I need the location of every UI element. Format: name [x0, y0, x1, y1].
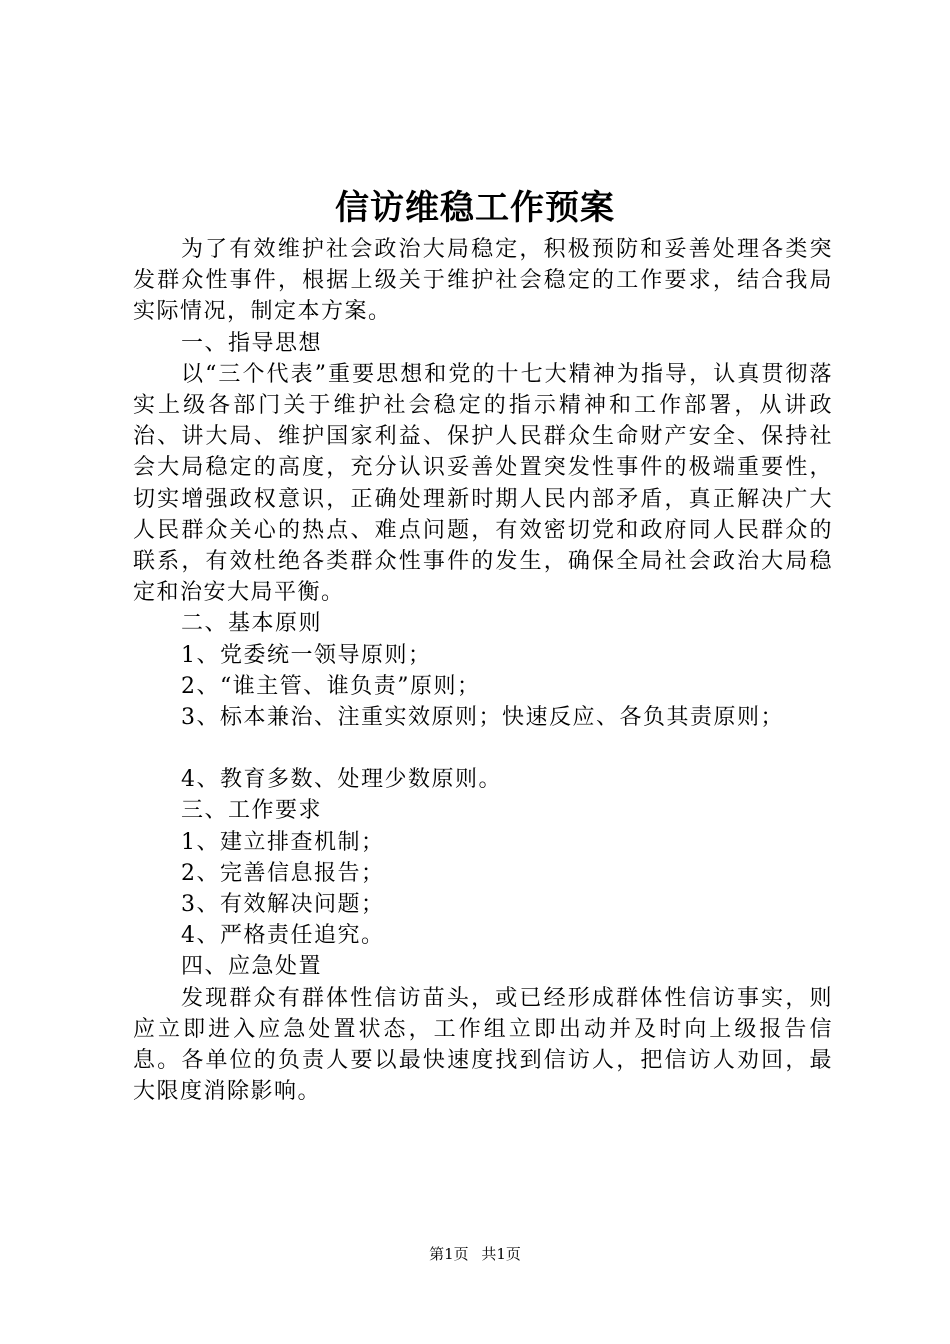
- section-heading-work-requirements: 三、工作要求: [181, 798, 323, 824]
- section-heading-guiding-ideology: 一、指导思想: [181, 330, 323, 356]
- section-heading-emergency-handling: 四、应急处置: [181, 954, 323, 980]
- principle-item: 3、标本兼治、注重实效原则；快速反应、各负其责原则；: [181, 705, 784, 731]
- intro-paragraph: 为了有效维护社会政治大局稳定，积极预防和妥善处理各类突发群众性事件，根据上级关于维护社会稳定的工作要求，结合我局实际情况，制定本方案。: [133, 237, 833, 325]
- page-number-current: 第1页: [429, 1245, 469, 1263]
- section-heading-basic-principles: 二、基本原则: [181, 611, 323, 637]
- principle-item: 4、教育多数、处理少数原则。: [181, 767, 502, 793]
- requirement-item: 3、有效解决问题；: [181, 892, 385, 918]
- document-body: [133, 234, 833, 1107]
- requirement-item: 2、完善信息报告；: [181, 860, 385, 886]
- requirement-item: 4、严格责任追究。: [181, 923, 385, 949]
- emergency-handling-paragraph: 发现群众有群体性信访苗头，或已经形成群体性信访事实，则应立即进入应急处置状态，工作组立即出动并及时向上级报告信息。各单位的负责人要以最快速度找到信访人，把信访人劝回，最大限度消除影响。: [133, 985, 833, 1105]
- requirement-item: 1、建立排查机制；: [181, 829, 385, 855]
- blank-line: [133, 733, 833, 764]
- principle-item: 1、党委统一领导原则；: [181, 642, 432, 668]
- guiding-ideology-paragraph: 以“三个代表”重要思想和党的十七大精神为指导，认真贯彻落实上级各部门关于维护社会稳定的指示精神和工作部署，从讲政治、讲大局、维护国家利益、保护人民群众生命财产安全、保持社会大局稳定的高度，充分认识妥善处置突发性事件的极端重要性，切实增强政权意识，正确处理新时期人民内部矛盾，真正解决广大人民群众关心的热点、难点问题，有效密切党和政府同人民群众的联系，有效杜绝各类群众性事件的发生，确保全局社会政治大局稳定和治安大局平衡。: [133, 361, 833, 606]
- document-title: 信访维稳工作预案: [335, 188, 615, 228]
- page-number-total: 共1页: [481, 1245, 521, 1263]
- page-footer: [0, 1244, 950, 1264]
- principle-item: 2、“谁主管、谁负责”原则；: [181, 673, 481, 699]
